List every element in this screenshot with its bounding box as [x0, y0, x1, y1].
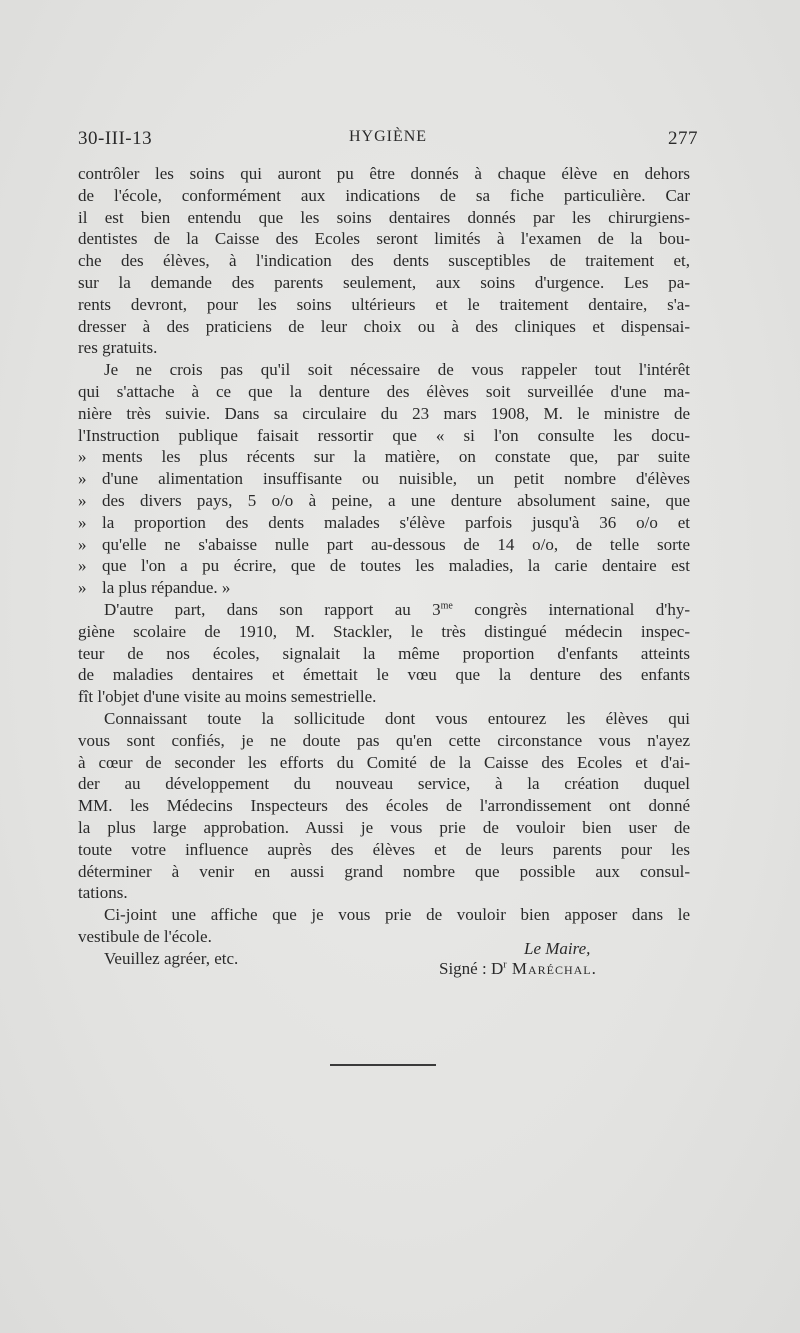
quote-line: [78, 446, 690, 468]
quote-mark: »: [78, 556, 87, 576]
text-line: rents devront, pour les soins ultérieurs et le traitement dentaire, s'a-: [78, 294, 690, 314]
quote-line: [78, 555, 690, 577]
text-line: nière très suivie. Dans sa circulaire du 23 mars 1908, M. le ministre de: [78, 403, 690, 423]
signature-title: Le Maire,: [524, 939, 591, 958]
text-line: giène scolaire de 1910, M. Stackler, le très distingué médecin inspec-: [78, 621, 690, 641]
text-line: che des élèves, à l'indication des dents susceptibles de traitement et,: [78, 251, 690, 271]
text-line: tations.: [78, 883, 128, 903]
quote-mark: »: [78, 512, 87, 532]
text-line: dentistes de la Caisse des Ecoles seront limités à l'examen de la bou-: [78, 229, 690, 249]
text-line: teur de nos écoles, signalait la même proportion d'enfants atteints: [78, 643, 690, 663]
paragraph-2: [78, 359, 690, 446]
body-text: [78, 163, 690, 969]
end-rule: [330, 1064, 436, 1066]
signed-prefix: Signé : D: [439, 959, 504, 978]
quotation: [78, 446, 690, 599]
quote-text: d'une alimentation insuffisante ou nuisible, un petit nombre d'élèves: [102, 469, 690, 489]
text-line: Je ne crois pas qu'il soit nécessaire de vous rappeler tout l'intérêt: [104, 360, 690, 380]
text-line: MM. les Médecins Inspecteurs des écoles de l'arrondissement ont donné: [78, 796, 690, 816]
text-line: der au développement du nouveau service, à la création duquel: [78, 774, 690, 794]
quote-line: [78, 512, 690, 534]
text-line: [78, 599, 690, 621]
quote-line: [78, 490, 690, 512]
text-line: contrôler les soins qui auront pu être donnés à chaque élève en dehors: [78, 164, 690, 183]
quote-mark: »: [78, 469, 87, 489]
quote-mark: »: [78, 534, 87, 554]
quote-text: ments les plus récents sur la matière, on constate que, par suite: [102, 447, 690, 467]
signature-signed: [439, 959, 597, 979]
paragraph-3: [78, 599, 690, 708]
text-line: à cœur de seconder les efforts du Comité de la Caisse des Ecoles et d'ai-: [78, 752, 690, 772]
text-line: vous sont confiés, je ne doute pas qu'en cette circonstance vous n'ayez: [78, 730, 690, 750]
text-line: de l'école, conformément aux indications de sa fiche particulière. Car: [78, 185, 690, 205]
quote-line: [78, 468, 690, 490]
quote-mark: »: [78, 447, 87, 467]
paragraph-1: [78, 163, 690, 359]
quote-text: qu'elle ne s'abaisse nulle part au-dessous de 14 o/o, de telle sorte: [102, 534, 690, 554]
text-fragment: D'autre part, dans son rapport au 3: [104, 599, 441, 619]
ordinal-superscript: me: [440, 600, 453, 612]
text-line: il est bien entendu que les soins dentaires donnés par les chirurgiens-: [78, 207, 690, 227]
quote-mark: »: [78, 490, 87, 510]
text-line: toute votre influence auprès des élèves et de leurs parents pour les: [78, 839, 690, 859]
doctor-superscript: r: [503, 959, 507, 971]
text-line: dresser à des praticiens de leur choix ou à des cliniques et dispensai-: [78, 316, 690, 336]
quote-line: [78, 534, 690, 556]
running-header: [78, 128, 698, 154]
text-line: fît l'objet d'une visite au moins semestrielle.: [78, 687, 377, 707]
closing-line: Veuillez agréer, etc.: [104, 948, 239, 968]
signatory-name: Maréchal.: [506, 959, 597, 978]
text-line: Ci-joint une affiche que je vous prie de vouloir bien apposer dans le: [104, 905, 690, 925]
text-line: res gratuits.: [78, 338, 158, 358]
text-fragment: congrès international d'hy-: [452, 599, 690, 619]
page-number: 277: [668, 128, 698, 149]
header-title: HYGIÈNE: [348, 128, 428, 145]
text-line: déterminer à venir en aussi grand nombre que possible aux consul-: [78, 861, 690, 881]
quote-text: la proportion des dents malades s'élève parfois jusqu'à 36 o/o et: [102, 512, 690, 532]
paragraph-4: [78, 708, 690, 904]
text-line: de maladies dentaires et émettait le vœu que la denture des enfants: [78, 665, 690, 685]
text-line: la plus large approbation. Aussi je vous prie de vouloir bien user de: [78, 817, 690, 837]
text-line: sur la demande des parents seulement, aux soins d'urgence. Les pa-: [78, 272, 690, 292]
paragraph-5: [78, 904, 690, 948]
text-line: vestibule de l'école.: [78, 926, 212, 946]
quote-text: la plus répandue. »: [102, 578, 231, 598]
text-line: qui s'attache à ce que la denture des élèves soit surveillée d'une ma-: [78, 381, 690, 401]
quote-line: [78, 577, 690, 599]
paragraph-6: [78, 948, 690, 970]
quote-mark: »: [78, 578, 87, 598]
text-line: Connaissant toute la sollicitude dont vous entourez les élèves qui: [104, 708, 690, 728]
text-line: l'Instruction publique faisait ressortir que « si l'on consulte les docu-: [78, 425, 690, 445]
header-date: 30-III-13: [78, 128, 153, 149]
quote-text: que l'on a pu écrire, que de toutes les maladies, la carie dentaire est: [102, 556, 690, 576]
quote-text: des divers pays, 5 o/o à peine, a une denture absolument saine, que: [102, 490, 690, 510]
